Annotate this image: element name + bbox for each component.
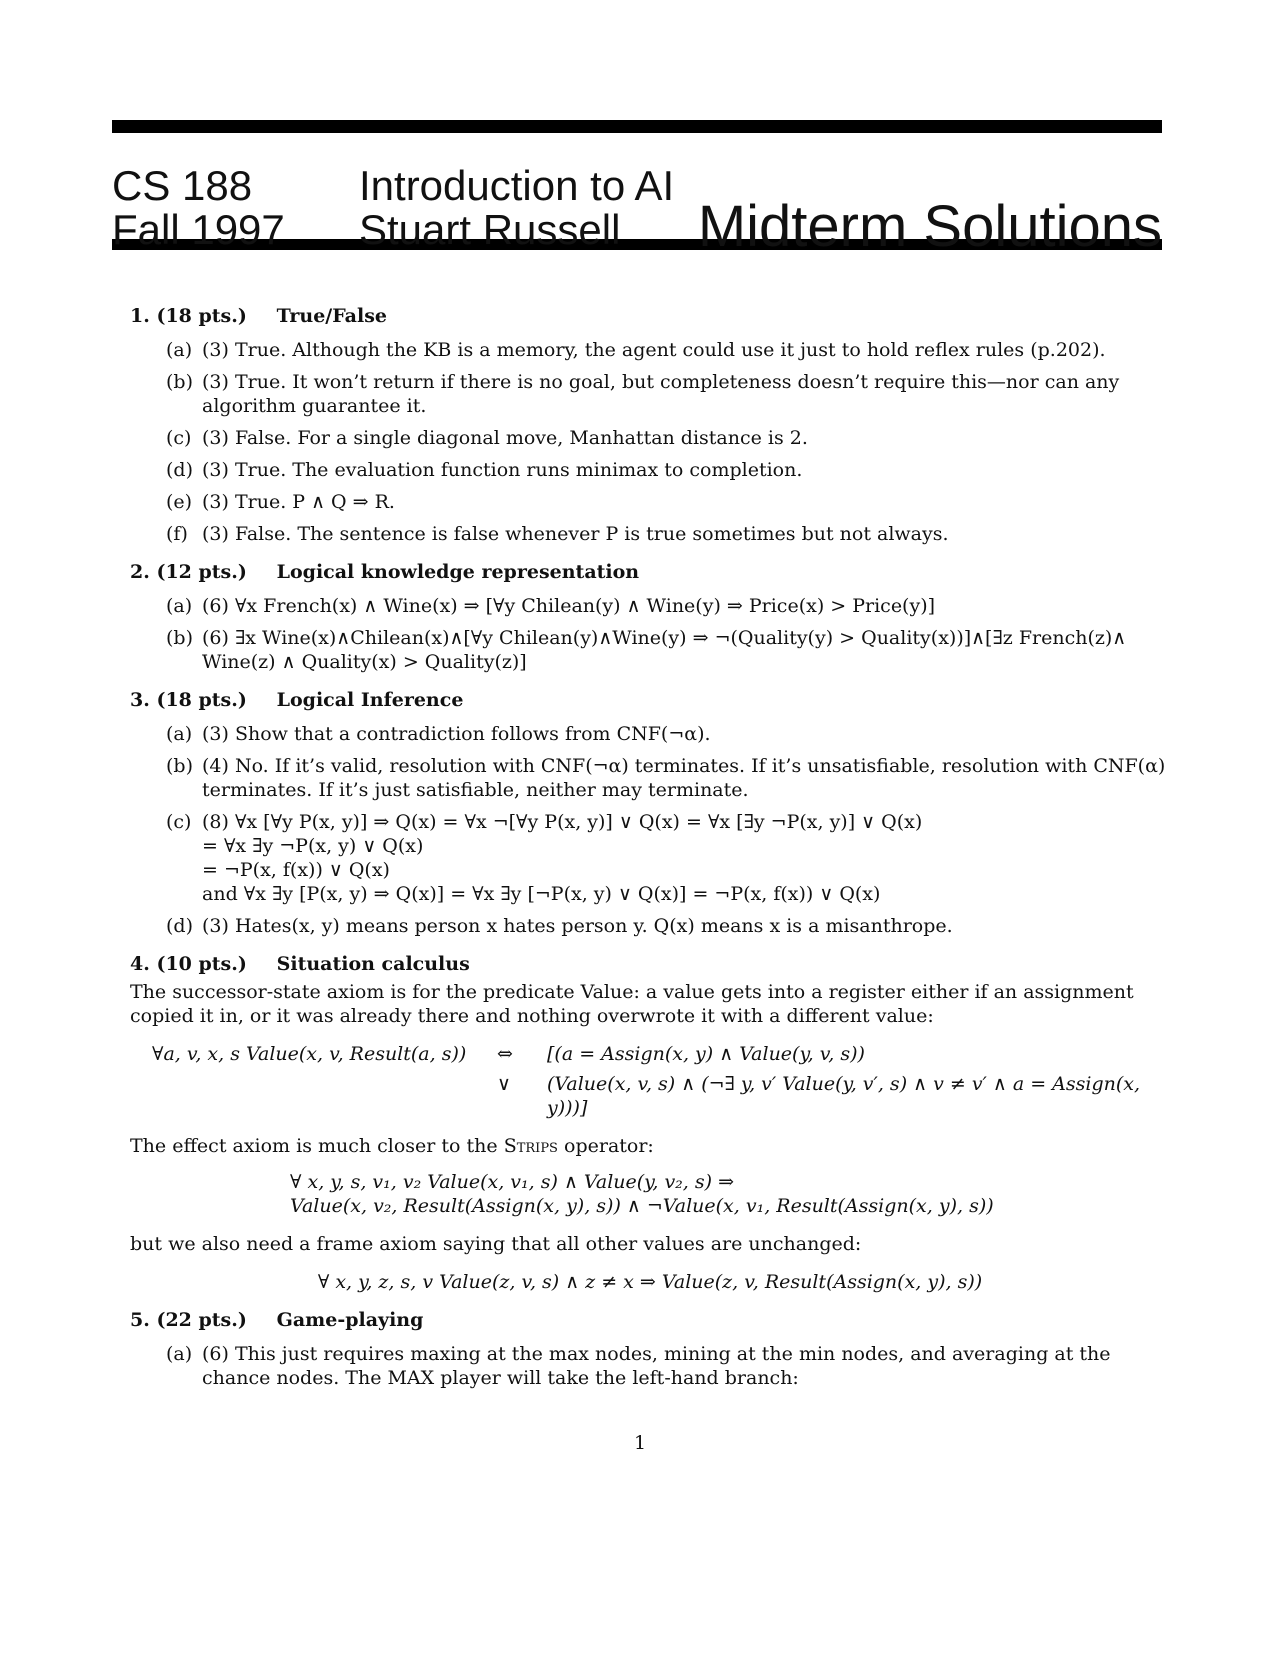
question-5-heading xyxy=(130,1308,1170,1332)
course-author: Stuart Russell xyxy=(359,206,621,253)
list-item: (f) (3) False. The sentence is false whenever P is true sometimes but not always. xyxy=(166,523,949,545)
page-header-block xyxy=(112,120,1162,259)
list-item: (c) (3) False. For a single diagonal move, Manhattan distance is 2. xyxy=(166,427,808,449)
list-item: (a) (3) Show that a contradiction follows from CNF(¬α). xyxy=(166,723,711,745)
question-3-heading xyxy=(130,688,1170,712)
top-rule xyxy=(112,120,1162,133)
list-item: (d) (3) Hates(x, y) means person x hates person y. Q(x) means x is a misanthrope. xyxy=(166,915,953,937)
question-2-heading xyxy=(130,560,1170,584)
question-3-items xyxy=(166,722,1170,938)
question-4-title: Situation calculus xyxy=(276,953,470,975)
list-item: (b) (3) True. It won’t return if there is no goal, but completeness doesn’t require this—nor can any algorithm guarantee it. xyxy=(166,371,1120,417)
question-4-heading xyxy=(130,952,1170,976)
list-item: (e) (3) True. P ∧ Q ⇒ R. xyxy=(166,491,395,513)
content xyxy=(130,290,1170,1398)
list-item: (a) (6) ∀x French(x) ∧ Wine(x) ⇒ [∀y Chilean(y) ∧ Wine(y) ⇒ Price(x) > Price(y)] xyxy=(166,595,936,617)
question-2-points: 2. (12 pts.) xyxy=(130,561,247,583)
list-item: (b) (4) No. If it’s valid, resolution with CNF(¬α) terminates. If it’s unsatisfiable, resolution with CNF(α) terminates. If it’s just satisfiable, neither may terminate. xyxy=(166,755,1166,801)
list-item: (a) (6) This just requires maxing at the max nodes, mining at the min nodes, and averaging at the chance nodes. The MAX player will take the left-hand branch: xyxy=(166,1343,1111,1389)
document-title: Midterm Solutions xyxy=(697,194,1162,259)
frame-axiom: ∀ x, y, z, s, v Value(z, v, s) ∧ z ≠ x ⇒ Value(z, v, Result(Assign(x, y), s)) xyxy=(317,1271,983,1293)
question-2-title: Logical knowledge representation xyxy=(276,561,640,583)
effect-axiom-intro: The effect axiom is much closer to the Strips operator: xyxy=(130,1135,654,1157)
derivation-line: = ∀x ∃y ¬P(x, y) ∨ Q(x) xyxy=(202,835,424,857)
derivation-line: = ¬P(x, f(x)) ∨ Q(x) xyxy=(202,859,390,881)
successor-state-axiom: ∀a, v, x, s Value(x, v, Result(a, s)) ⇔ [(a = Assign(x, y) ∧ Value(y, v, s)) ∨ (Value(x, v, s) ∧ (¬∃ y, v′ Value(y, v′, s) ∧ v ≠ v′ ∧ a = Assign(x, y)))] xyxy=(152,1043,1141,1119)
question-5-title: Game-playing xyxy=(276,1309,424,1331)
list-item: (a) (3) True. Although the KB is a memory, the agent could use it just to hold reflex rules (p.202). xyxy=(166,339,1106,361)
page-number: 1 xyxy=(633,1432,647,1454)
header xyxy=(112,133,1162,259)
course-term: Fall 1997 xyxy=(112,206,285,253)
course-code: CS 188 xyxy=(112,162,253,209)
derivation-line: (8) ∀x [∀y P(x, y)] ⇒ Q(x) = ∀x ¬[∀y P(x, y)] ∨ Q(x) = ∀x [∃y ¬P(x, y)] ∨ Q(x) xyxy=(202,811,923,833)
question-5-points: 5. (22 pts.) xyxy=(130,1309,247,1331)
list-item: (b) (6) ∃x Wine(x)∧Chilean(x)∧[∀y Chilean(y)∧Wine(y) ⇒ ¬(Quality(y) > Quality(x))]∧[∃z French(z)∧ Wine(z) ∧ Quality(x) > Quality(z)] xyxy=(166,627,1127,673)
question-3-title: Logical Inference xyxy=(276,689,464,711)
question-1-heading xyxy=(130,304,1170,328)
effect-axiom: ∀ x, y, s, v₁, v₂ Value(x, v₁, s) ∧ Value(y, v₂, s) ⇒ Value(x, v₂, Result(Assign(x, y), s)) ∧ ¬Value(x, v₁, Result(Assign(x, y), s)) xyxy=(290,1171,994,1217)
question-3-points: 3. (18 pts.) xyxy=(130,689,247,711)
question-1-points: 1. (18 pts.) xyxy=(130,305,247,327)
list-item: (d) (3) True. The evaluation function runs minimax to completion. xyxy=(166,459,803,481)
question-1-title: True/False xyxy=(276,305,387,327)
question-5-items xyxy=(166,1342,1170,1390)
list-item: (c) (8) ∀x [∀y P(x, y)] ⇒ Q(x) = ∀x ¬[∀y P(x, y)] ∨ Q(x) = ∀x [∃y ¬P(x, y)] ∨ Q(x) = ∀x ∃y ¬P(x, y) ∨ Q(x) = ¬P(x, f(x)) ∨ Q(x) and ∀x ∃y [P(x, y) ⇒ Q(x)] = ∀x ∃y [¬P(x, y) ∨ Q(x)] = ¬P(x, f(x)) ∨ Q(x) xyxy=(166,810,1170,906)
question-1-items xyxy=(166,338,1170,546)
course-title: Introduction to AI xyxy=(359,162,675,209)
question-4-points: 4. (10 pts.) xyxy=(130,953,247,975)
derivation-line: and ∀x ∃y [P(x, y) ⇒ Q(x)] = ∀x ∃y [¬P(x, y) ∨ Q(x)] = ¬P(x, f(x)) ∨ Q(x) xyxy=(202,883,881,905)
frame-axiom-intro: but we also need a frame axiom saying that all other values are unchanged: xyxy=(130,1233,862,1255)
question-4-intro: The successor-state axiom is for the predicate Value: a value gets into a register either if an assignment copied it in, or it was already there and nothing overwrote it with a different value: xyxy=(130,981,1134,1027)
question-2-items xyxy=(166,594,1170,674)
